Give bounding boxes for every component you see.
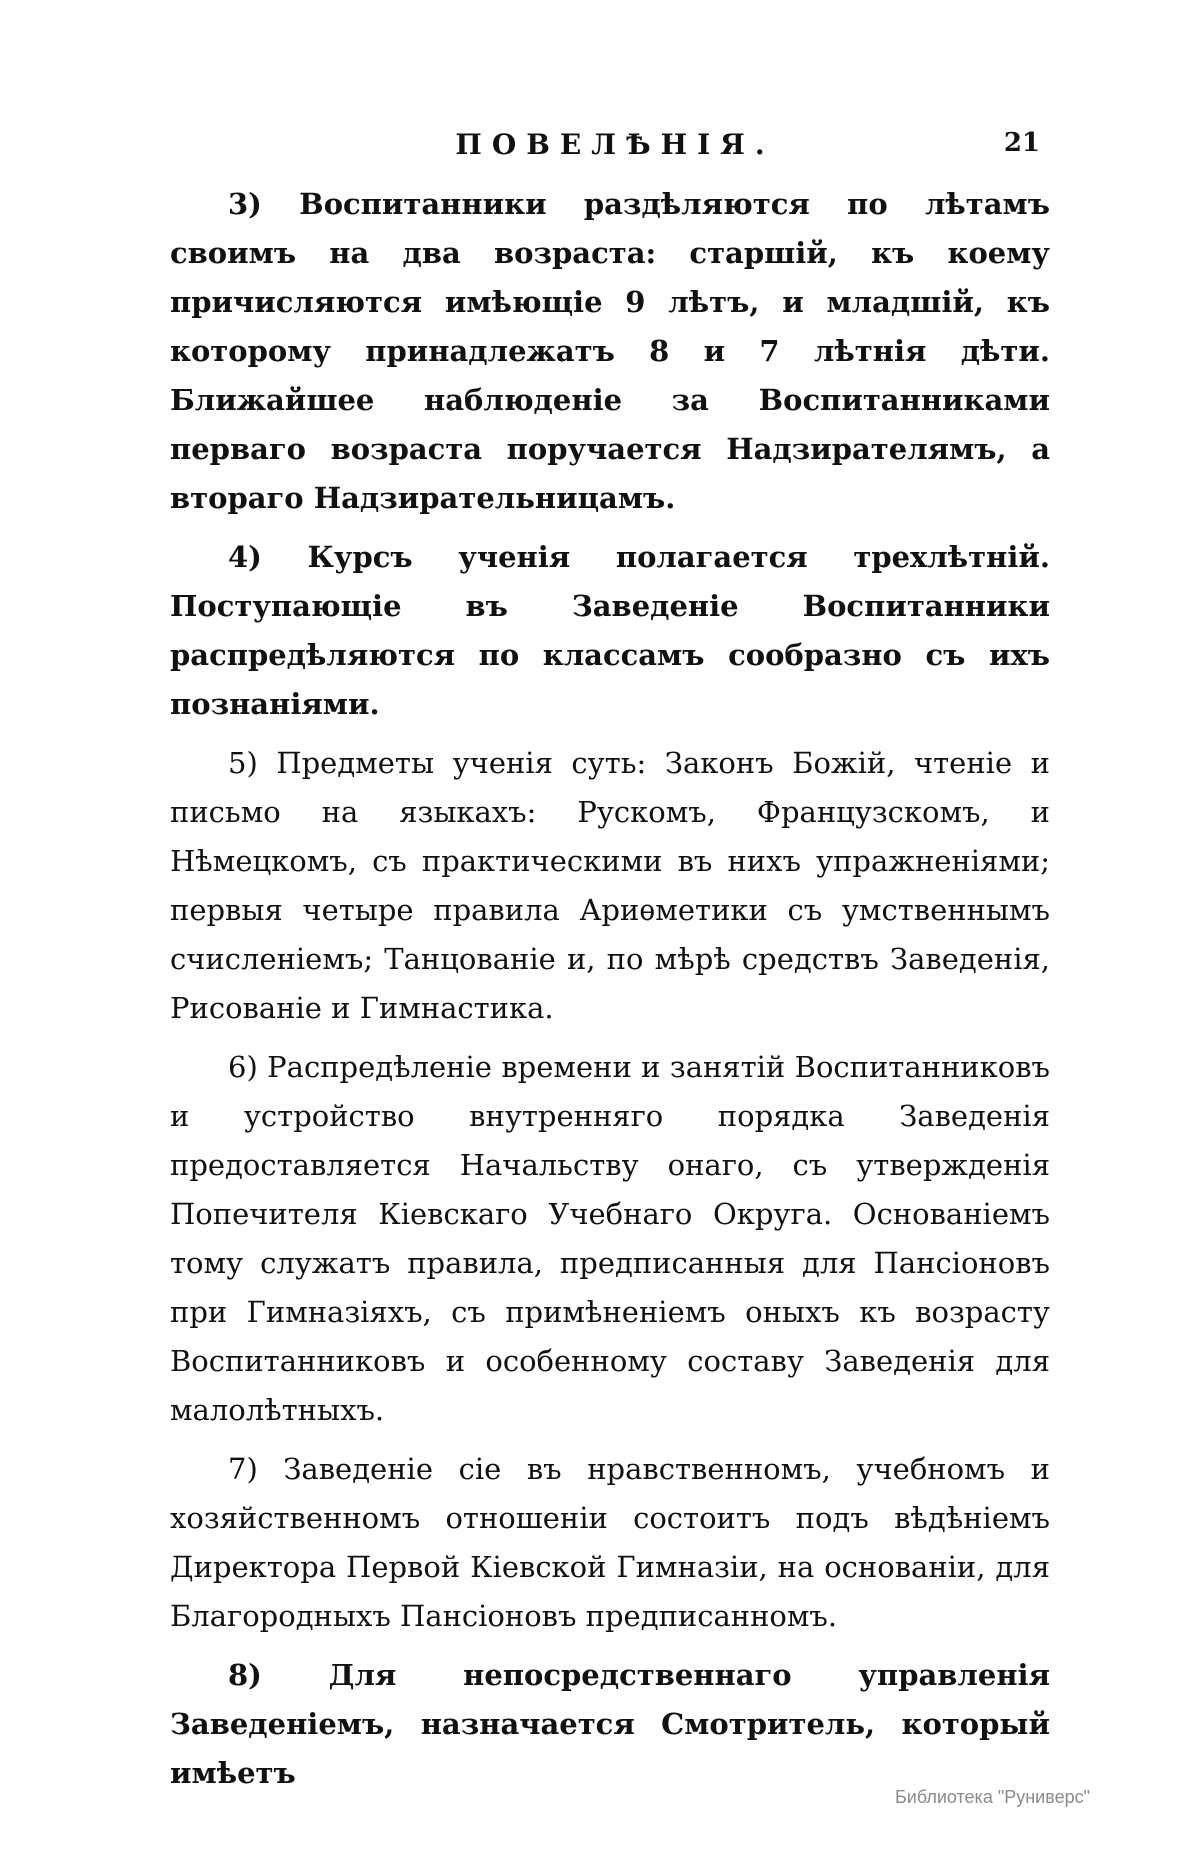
library-watermark: Библиотека "Руниверс": [894, 1787, 1090, 1807]
paragraph-3: 3) Воспитанники раздѣляются по лѣтамъ своимъ на два возраста: старшій, къ коему причисляются имѣющіе 9 лѣтъ, и младшій, къ которому принадлежатъ 8 и 7 лѣтнія дѣти. Ближайшее наблюденіе за Воспитанниками перваго возраста поручается Надзирателямъ, а втораго Надзирательницамъ.: [170, 187, 1050, 515]
paragraph-6: 6) Распредѣленіе времени и занятій Воспитанниковъ и устройство внутренняго порядка Заведенія предоставляется Начальству онаго, съ утвержденія Попечителя Кіевскаго Учебнаго Округа. Основаніемъ тому служатъ правила, предписанныя для Пансіоновъ при Гимназіяхъ, съ примѣненіемъ оныхъ къ возрасту Воспитанниковъ и особенному составу Заведенія для малолѣтныхъ.: [170, 1050, 1050, 1427]
body-text: [170, 180, 1050, 1808]
paragraph-4: 4) Курсъ ученія полагается трехлѣтній. Поступающіе въ Заведеніе Воспитанники распредѣляются по классамъ сообразно съ ихъ познаніями.: [170, 540, 1050, 721]
paragraph-8: 8) Для непосредственнаго управленія Заведеніемъ, назначается Смотритель, который имѣетъ: [170, 1658, 1050, 1790]
paragraph-5: 5) Предметы ученія суть: Законъ Божій, чтеніе и письмо на языкахъ: Рускомъ, Французскомъ, и Нѣмецкомъ, съ практическими въ нихъ упражненіями; первыя четыре правила Ариѳметики съ умственнымъ счисленіемъ; Танцованіе и, по мѣрѣ средствъ Заведенія, Рисованіе и Гимнастика.: [170, 746, 1050, 1025]
page-number: 21: [1003, 128, 1040, 158]
running-header: [190, 128, 1040, 168]
paragraph-7: 7) Заведеніе сіе въ нравственномъ, учебномъ и хозяйственномъ отношеніи состоитъ подъ вѣдѣніемъ Директора Первой Кіевской Гимназіи, на основаніи, для Благородныхъ Пансіоновъ предписанномъ.: [170, 1452, 1050, 1633]
page-header-title: ПОВЕЛѢНІЯ.: [455, 128, 775, 161]
